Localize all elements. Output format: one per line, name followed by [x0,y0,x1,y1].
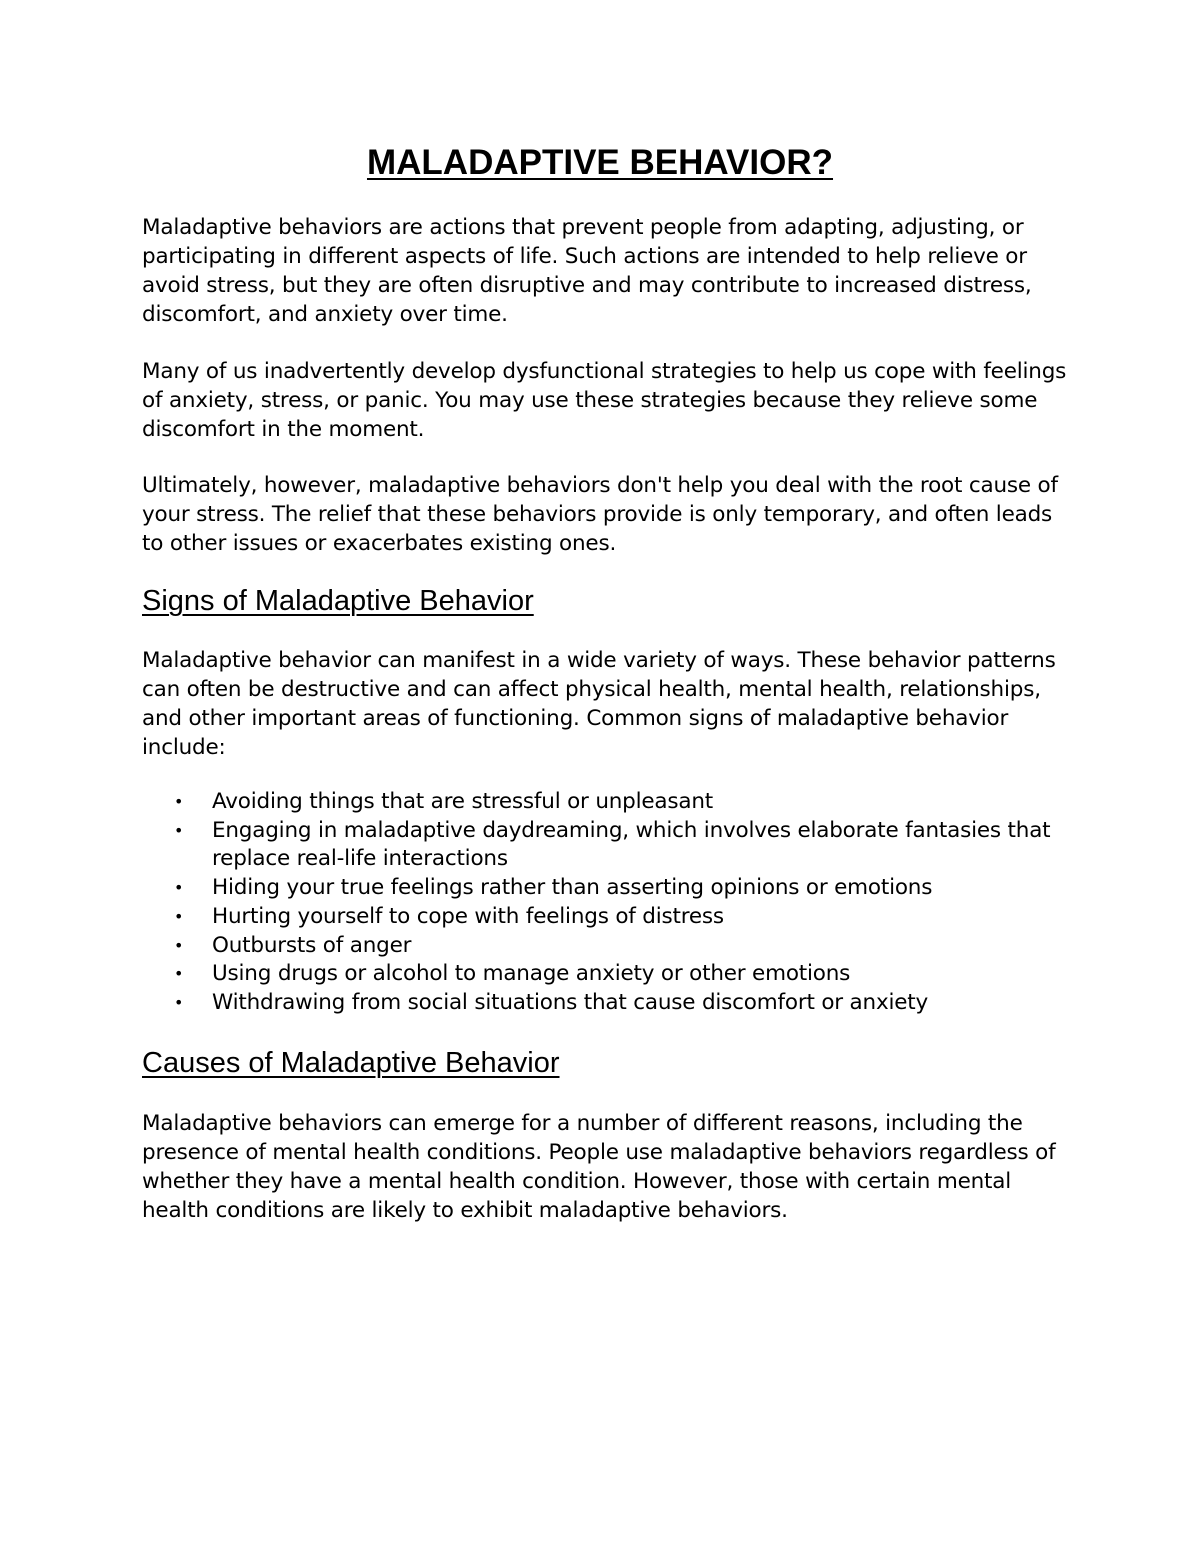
list-item [142,788,1077,817]
list-item [142,817,1077,874]
signs-list [142,788,1077,1018]
list-item-text: Using drugs or alcohol to manage anxiety or other emotions [212,961,851,987]
list-item-text: Hurting yourself to cope with feelings of distress [212,903,724,929]
bullet-icon: • [174,792,184,811]
bullet-icon: • [174,964,184,984]
causes-paragraph: Maladaptive behaviors can emerge for a number of different reasons, including the presence of mental health conditions. People use maladaptive behaviors regardless of whether they have a mental health condition. However, those with certain mental health conditions are likely to exhibit maladaptive behaviors. [142,1111,1056,1223]
list-item [142,903,1077,932]
bullet-icon: • [174,906,184,926]
signs-paragraph: Maladaptive behavior can manifest in a wide variety of ways. These behavior patterns can often be destructive and can affect physical health, mental health, relationships, and other important areas of functioning. Common signs of maladaptive behavior include: [142,648,1056,760]
list-item [142,989,1077,1018]
list-item-text: Withdrawing from social situations that cause discomfort or anxiety [212,989,929,1015]
list-item [142,874,1077,903]
list-item [142,932,1077,961]
intro-paragraph-3: Ultimately, however, maladaptive behaviors don't help you deal with the root cause of your stress. The relief that these behaviors provide is only temporary, and often leads to other issues or exacerbates existing ones. [142,473,1058,556]
page-title: MALADAPTIVE BEHAVIOR? [366,143,834,182]
intro-paragraph-1: Maladaptive behaviors are actions that prevent people from adapting, adjusting, or participating in different aspects of life. Such actions are intended to help relieve or avoid stress, but they are often disruptive and may contribute to increased distress, discomfort, and anxiety over time. [142,215,1032,327]
intro-paragraph-2: Many of us inadvertently develop dysfunctional strategies to help us cope with feelings of anxiety, stress, or panic. You may use these strategies because they relieve some discomfort in the moment. [142,359,1067,442]
bullet-icon: • [174,878,184,898]
bullet-icon: • [174,992,184,1012]
list-item-text: Outbursts of anger [212,932,412,958]
causes-heading: Causes of Maladaptive Behavior [142,1047,560,1079]
bullet-icon: • [174,935,184,955]
list-item-text: Hiding your true feelings rather than asserting opinions or emotions [212,875,933,901]
signs-heading: Signs of Maladaptive Behavior [142,585,534,617]
bullet-icon: • [174,820,184,840]
list-item-text: Avoiding things that are stressful or unpleasant [212,789,714,814]
list-item-text: Engaging in maladaptive daydreaming, which involves elaborate fantasies that replace real-life interactions [212,817,1051,872]
list-item [142,960,1077,989]
